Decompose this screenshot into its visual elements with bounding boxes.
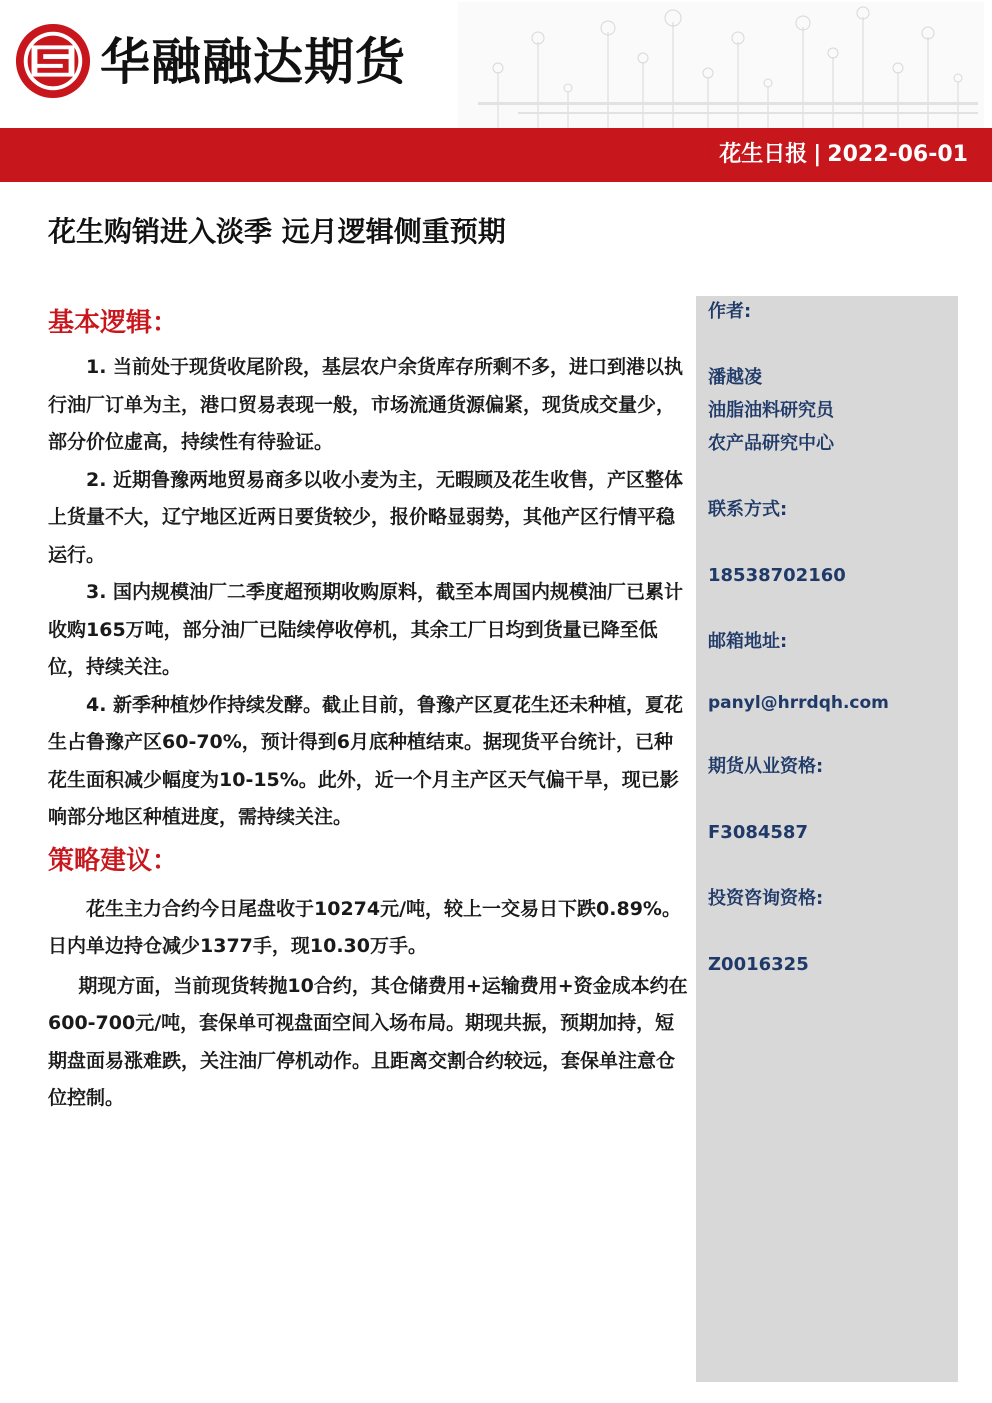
author-dept: 农产品研究中心 — [708, 433, 834, 454]
contact-label: 联系方式: — [708, 499, 788, 520]
report-date: 2022-06-01 — [827, 142, 968, 167]
logic-paragraph: 3. 国内规模油厂二季度超预期收购原料，截至本周国内规模油厂已累计收购165万吨，部分油厂已陆续停收停机，其余工厂日均到货量已降至低位，持续关注。 — [48, 581, 684, 678]
report-type: 花生日报 — [719, 142, 808, 167]
company-name: 华融融达期货 — [100, 32, 406, 91]
author-sidebar — [696, 296, 958, 1382]
decorative-lines-graphic — [458, 2, 984, 128]
strategy-paragraph: 期现方面，当前现货转抛10合约，其仓储费用+运输费用+资金成本约在600-700元/吨，套保单可视盘面空间入场布局。期现共振，预期加持，短期盘面易涨难跌，关注油厂停机动作。且距离交割合约较远，套保单注意仓位控制。 — [48, 974, 688, 1109]
strategy-section-title: 策略建议： — [48, 845, 179, 876]
author-label: 作者: — [708, 301, 752, 322]
report-label — [719, 128, 968, 182]
logic-paragraph: 4. 新季种植炒作持续发酵。截止目前，鲁豫产区夏花生还未种植，夏花生占鲁豫产区60-70%，预计得到6月底种植结束。据现货平台统计，已种花生面积减少幅度为10-15%。此外，近一个月主产区天气偏干旱，现已影响部分地区种植进度，需持续关注。 — [48, 693, 684, 828]
email-label: 邮箱地址: — [708, 631, 788, 652]
report-separator: | — [813, 142, 822, 167]
hr-logo-icon — [14, 22, 92, 100]
strategy-paragraph: 花生主力合约今日尾盘收于10274元/吨，较上一交易日下跌0.89%。日内单边持仓减少1377手，现10.30万手。 — [48, 897, 681, 957]
futures-qualification-value: F3084587 — [708, 822, 808, 843]
author-title: 油脂油料研究员 — [708, 400, 834, 421]
investment-qualification-label: 投资咨询资格: — [708, 888, 824, 909]
futures-qualification-label: 期货从业资格: — [708, 756, 824, 777]
logic-section-title: 基本逻辑： — [48, 308, 179, 338]
main-content — [48, 300, 688, 1118]
logic-paragraph: 2. 近期鲁豫两地贸易商多以收小麦为主，无暇顾及花生收售，产区整体上货量不大，辽宁地区近两日要货较少，报价略显弱势，其他产区行情平稳运行。 — [48, 468, 684, 566]
investment-qualification-value: Z0016325 — [708, 954, 809, 975]
contact-value: 18538702160 — [708, 565, 846, 586]
email-value[interactable]: panyl@hrrdqh.com — [708, 693, 889, 713]
author-name: 潘越凌 — [708, 367, 762, 388]
logic-paragraph: 1. 当前处于现货收尾阶段，基层农户余货库存所剩不多，进口到港以执行油厂订单为主，港口贸易表现一般，市场流通货源偏紧，现货成交量少，部分价位虚高，持续性有待验证。 — [48, 356, 684, 453]
report-headline: 花生购销进入淡季 远月逻辑侧重预期 — [48, 215, 506, 248]
